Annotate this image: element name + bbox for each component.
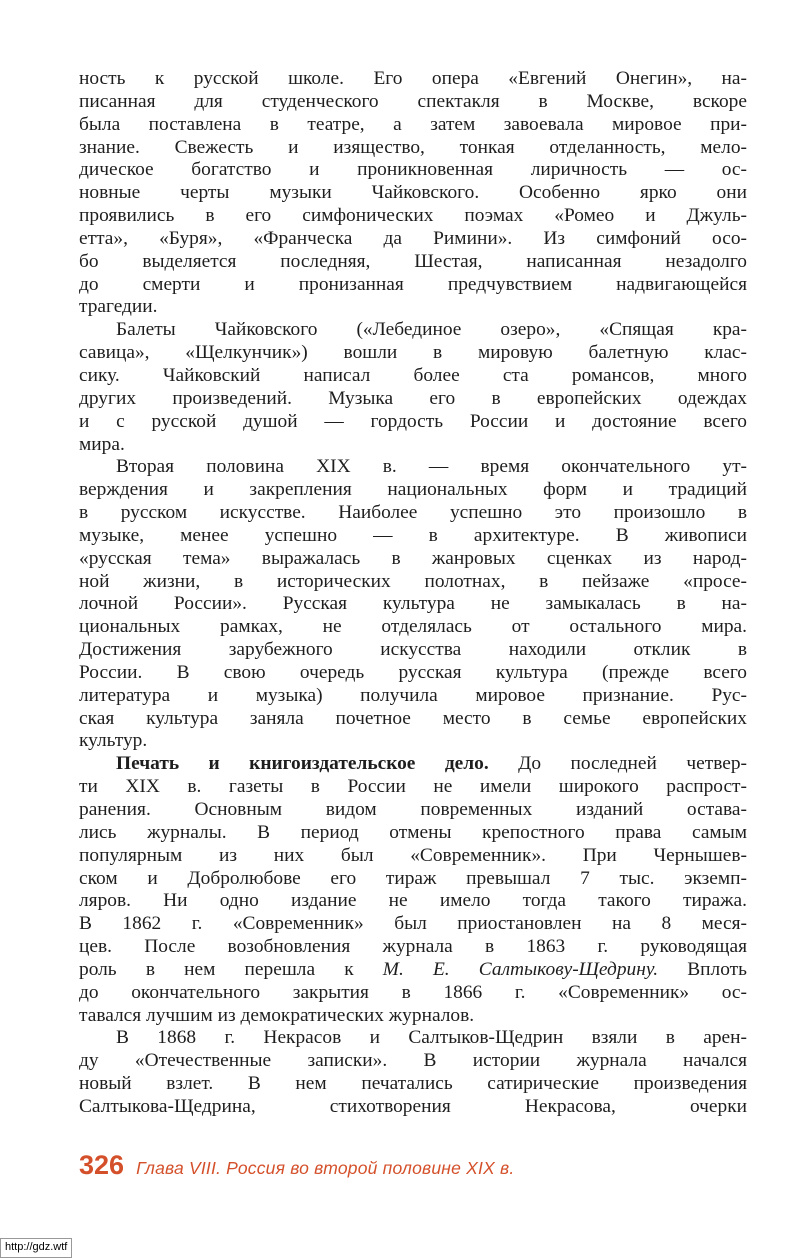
text-line: етта», «Буря», «Франческа да Римини». Из симфоний осо- [79, 227, 747, 249]
text-line: популярным из них был «Современник». При Чернышев- [79, 844, 747, 866]
page-footer [79, 1150, 514, 1190]
body-text [79, 68, 747, 1119]
watermark-link[interactable]: http://gdz.wtf [0, 1238, 72, 1258]
text-line: ском и Добролюбове его тираж превышал 7 тыс. экземп- [79, 867, 747, 889]
text-line: России. В свою очередь русская культура (прежде всего [79, 661, 747, 683]
text-line: писанная для студенческого спектакля в Москве, вскоре [79, 90, 747, 112]
text-line: Балеты Чайковского («Лебединое озеро», «Спящая кра- [116, 319, 747, 341]
text-line: тавался лучшим из демократических журналов. [79, 1004, 475, 1026]
text-line: культур. [79, 730, 148, 752]
section-heading: Печать и книгоиздательское дело. [116, 753, 489, 775]
text-line: новные черты музыки Чайковского. Особенно ярко они [79, 182, 747, 204]
text-line: ранения. Основным видом повременных изданий остава- [79, 799, 747, 820]
text-line: В 1862 г. «Современник» был приостановлен на 8 меся- [79, 913, 747, 935]
text-line: дическое богатство и проникновенная лиричность — ос- [79, 159, 747, 181]
italic-name: М. Е. Салтыкову-Щедрину. [382, 958, 659, 980]
text-line: лочной России». Русская культура не замыкалась в на- [79, 593, 747, 615]
text-line: трагедии. [79, 296, 158, 318]
text-line: до окончательного закрытия в 1866 г. «Современник» ос- [79, 981, 747, 1003]
text-line: была поставлена в театре, а затем завоевала мировое при- [79, 113, 747, 135]
text-line: до смерти и пронизанная предчувствием надвигающейся [79, 273, 747, 295]
text-line: ти XIX в. газеты в России не имели широкого распрост- [79, 776, 747, 798]
text-line: знание. Свежесть и изящество, тонкая отделанность, мело- [79, 136, 747, 158]
page-number: 326 [79, 1150, 125, 1180]
text-line [79, 959, 747, 982]
text-line: Достижения зарубежного искусства находили отклик в [79, 639, 747, 661]
text-line: мира. [79, 433, 125, 455]
text-line: ной жизни, в исторических полотнах, в пейзаже «просе- [79, 570, 747, 592]
text-line: Вторая половина XIX в. — время окончательного ут- [116, 456, 747, 478]
text-line: литература и музыка) получила мировое признание. Рус- [79, 684, 747, 706]
text-line: сику. Чайковский написал более ста романсов, много [79, 364, 747, 386]
text-line: Салтыкова-Щедрина, стихотворения Некрасова, очерки [79, 1095, 747, 1117]
text-run: Вплоть [687, 958, 747, 980]
text-line: бо выделяется последняя, Шестая, написанная незадолго [79, 250, 747, 272]
text-line: музыке, менее успешно — в архитектуре. В живописи [79, 524, 747, 546]
text-line: ская культура заняла почетное место в семье европейских [79, 707, 747, 729]
text-line [79, 753, 747, 776]
text-line: «русская тема» выражалась в жанровых сценках из народ- [79, 547, 747, 569]
text-line: савица», «Щелкунчик») вошли в мировую балетную клас- [79, 342, 747, 364]
text-line: ность к русской школе. Его опера «Евгений Онегин», на- [79, 68, 747, 89]
text-line: верждения и закрепления национальных форм и традиций [79, 479, 747, 501]
text-line: и с русской душой — гордость России и достояние всего [79, 410, 747, 432]
text-line: проявились в его симфонических поэмах «Ромео и Джуль- [79, 205, 747, 227]
text-line: цев. После возобновления журнала в 1863 г. руководящая [79, 936, 747, 958]
text-line: ду «Отечественные записки». В истории журнала начался [79, 1050, 747, 1072]
text-line: циональных рамках, не отделялась от остального мира. [79, 616, 747, 638]
text-line: новый взлет. В нем печатались сатирические произведения [79, 1073, 747, 1095]
text-line: лись журналы. В период отмены крепостного права самым [79, 821, 747, 843]
text-line: В 1868 г. Некрасов и Салтыков-Щедрин взяли в арен- [116, 1027, 747, 1049]
text-line: ляров. Ни одно издание не имело тогда такого тиража. [79, 890, 747, 912]
text-run: До последней четвер- [518, 753, 747, 775]
text-line: в русском искусстве. Наиболее успешно это произошло в [79, 502, 747, 524]
running-head: Глава VIII. Россия во второй половине XIX в. [136, 1158, 515, 1178]
text-run: роль в нем перешла к [79, 958, 383, 980]
text-line: других произведений. Музыка его в европейских одеждах [79, 387, 747, 409]
